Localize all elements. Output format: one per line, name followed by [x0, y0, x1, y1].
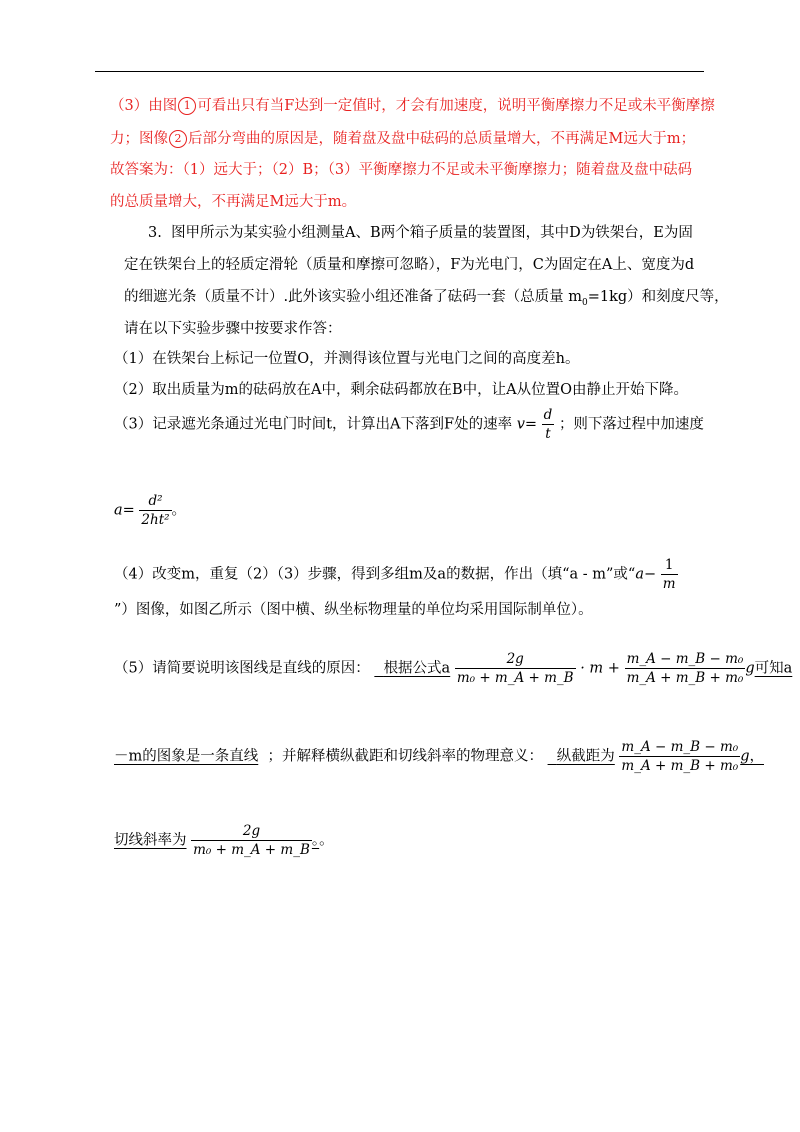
period: 。 — [319, 832, 334, 849]
answer-line-4: 的总质量增大，不再满足M远大于m。 — [110, 194, 357, 210]
fraction-numerator: 2g — [191, 822, 312, 841]
answer-text: 可知a — [754, 660, 793, 677]
fraction-denominator: t — [545, 426, 551, 442]
problem-line-2: 定在铁架台上的轻质定滑轮（质量和摩擦可忽略），F为光电门，C为固定在A上、宽度为d — [124, 257, 695, 273]
circled-number-2: 2 — [169, 130, 187, 148]
answer-text: 纵截距为 — [556, 748, 615, 765]
answer-text: 力；图像 — [110, 131, 168, 147]
step-5-line-2 — [114, 738, 764, 775]
fraction-numerator: d — [543, 407, 553, 423]
answer-line-3: 故答案为：（1）远大于；（2）B；（3）平衡摩擦力不足或未平衡摩擦力；随着盘及盘中砝码 — [110, 162, 693, 178]
fraction-denominator: m_A + m_B + m₀ — [626, 670, 744, 686]
problem-line-4: 请在以下实验步骤中按要求作答： — [124, 321, 342, 337]
answer-text: －m的图象是一条直线 — [114, 748, 259, 765]
math-symbol: a — [635, 566, 644, 583]
velocity-fraction — [542, 406, 555, 443]
acceleration-symbol: a — [114, 502, 123, 519]
acceleration-formula — [114, 492, 186, 529]
answer-underlined — [548, 749, 615, 765]
header-rule — [95, 71, 704, 72]
step-1: （1）在铁架台上标记一位置O，并测得该位置与光电门之间的高度差h。 — [114, 351, 580, 367]
fraction-denominator: m₀ + m_A + m_B — [456, 670, 574, 686]
equals-sign: = — [524, 416, 538, 433]
fraction-numerator: 2g — [455, 650, 576, 669]
fraction-numerator: m_A − m_B − m₀ — [626, 651, 744, 667]
comma: ， — [749, 748, 764, 765]
step-4 — [114, 556, 678, 593]
gravity-symbol: g — [740, 748, 750, 765]
problem-text: 图甲所示为某实验小组测量A、B两个箱子质量的装置图，其中D为铁架台，E为固 — [171, 225, 693, 241]
problem-text: =1kg）和刻度尺等， — [587, 289, 729, 305]
problem-line-1 — [148, 223, 693, 243]
step-text: ；并解释横纵截距和切线斜率的物理意义： — [267, 748, 543, 765]
equals-sign: = — [122, 502, 135, 519]
answer-text: 根据公式a — [383, 660, 451, 677]
inverse-m-fraction — [661, 556, 678, 593]
period: 。 — [171, 502, 187, 519]
math-operator: · m + — [580, 660, 620, 677]
minus-sign: − — [643, 566, 657, 583]
step-3 — [114, 406, 704, 443]
fraction-denominator: 2ht² — [141, 512, 170, 528]
fraction-denominator: m₀ + m_A + m_B — [193, 842, 310, 858]
fraction-denominator: m — [662, 576, 676, 592]
circled-number-1: 1 — [178, 97, 196, 115]
acceleration-fraction — [139, 492, 171, 529]
step-text: （4）改变m，重复（2）（3）步骤，得到多组m及a的数据，作出（填“a - m”或“ — [114, 566, 636, 583]
intercept-fraction — [619, 738, 740, 775]
formula-fraction-1 — [455, 650, 576, 687]
fraction-numerator: 1 — [661, 556, 678, 575]
answer-text: 后部分弯曲的原因是，随着盘及盘中砝码的总质量增大，不再满足M远大于m； — [188, 131, 696, 147]
answer-line-1 — [110, 96, 715, 116]
problem-line-3 — [124, 287, 729, 313]
problem-text: 的细遮光条（质量不计）.此外该实验小组还准备了砝码一套（总质量 m — [124, 289, 582, 305]
step-text: （3）记录遮光条通过光电门时间t，计算出A下落到F处的速率 — [114, 416, 513, 433]
slope-fraction — [191, 822, 312, 859]
fraction-numerator: d² — [139, 492, 171, 511]
fraction-denominator: m_A + m_B + m₀ — [621, 758, 739, 774]
formula-fraction-2 — [625, 650, 746, 687]
gravity-symbol: g — [745, 660, 755, 677]
fraction-numerator: m_A − m_B − m₀ — [621, 739, 739, 755]
period: 。 — [311, 832, 320, 849]
velocity-symbol: v — [516, 416, 525, 433]
step-4-continued: ”）图像，如图乙所示（图中横、纵坐标物理量的单位均采用国际制单位）。 — [114, 602, 593, 618]
answer-line-2 — [110, 129, 695, 149]
step-5 — [114, 650, 792, 687]
step-text: （5）请简要说明该图线是直线的原因： — [114, 660, 370, 677]
answer-text: 可看出只有当F达到一定值时，才会有加速度，说明平衡摩擦力不足或未平衡摩擦 — [197, 98, 715, 114]
step-5-line-3 — [114, 822, 334, 859]
step-text: ；则下落过程中加速度 — [558, 416, 704, 433]
problem-number: 3. — [148, 225, 162, 241]
subscript: 0 — [581, 297, 588, 308]
answer-text: 切线斜率为 — [114, 832, 187, 849]
answer-text: （3）由图 — [110, 98, 178, 114]
step-2: （2）取出质量为m的砝码放在A中，剩余砝码都放在B中，让A从位置O由静止开始下降。 — [114, 382, 688, 398]
answer-underlined — [374, 661, 450, 677]
